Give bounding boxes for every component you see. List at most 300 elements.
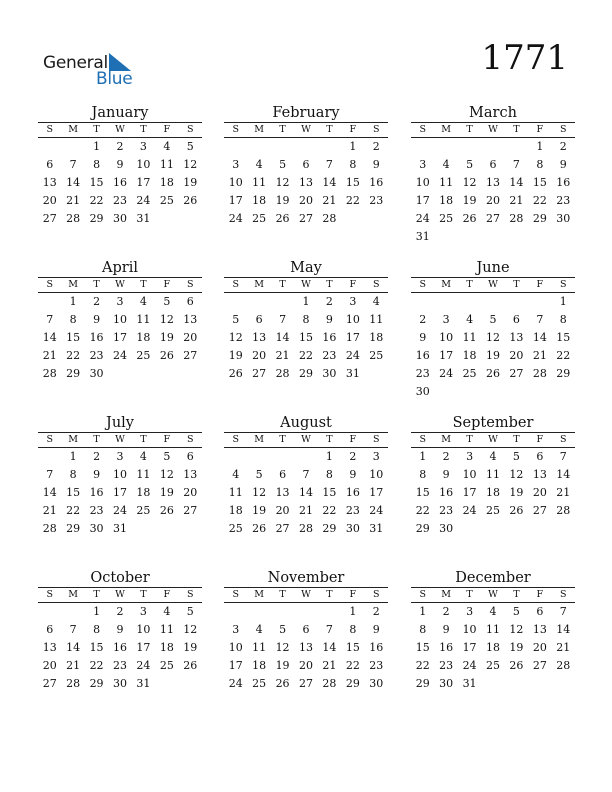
day-cell: 27 — [42, 677, 57, 691]
day-cell: 15 — [415, 641, 430, 655]
day-cell: 16 — [415, 349, 430, 363]
month-september — [411, 415, 575, 538]
weekday-label: S — [373, 589, 380, 600]
day-cell: 10 — [439, 331, 454, 345]
day-cell: 28 — [532, 367, 547, 381]
weekday-label: M — [254, 279, 264, 290]
empty-cell — [434, 293, 457, 311]
day-cell: 10 — [136, 623, 151, 637]
weekday-label: T — [513, 434, 520, 445]
day-cell: 13 — [532, 468, 547, 482]
day-cell: 27 — [42, 212, 57, 226]
day-cell: 29 — [322, 522, 337, 536]
weekday-label: T — [93, 279, 100, 290]
day-cell: 26 — [159, 349, 174, 363]
empty-cell — [505, 293, 528, 311]
day-cell: 9 — [349, 468, 357, 482]
weekday-label: T — [466, 124, 473, 135]
weekday-label: T — [513, 124, 520, 135]
day-cell: 29 — [66, 522, 81, 536]
day-cell: 13 — [298, 641, 313, 655]
logo — [43, 50, 153, 92]
day-cell: 6 — [186, 295, 194, 308]
day-cell: 4 — [255, 158, 263, 172]
weekday-label: S — [373, 434, 380, 445]
day-cell: 1 — [93, 140, 101, 153]
day-cell: 2 — [116, 605, 124, 618]
empty-cell — [247, 293, 270, 311]
day-cell: 14 — [275, 331, 290, 345]
day-cell: 6 — [302, 623, 310, 637]
day-cell: 6 — [186, 450, 194, 463]
day-cell: 6 — [279, 468, 287, 482]
day-cell: 5 — [186, 140, 194, 153]
day-cell: 26 — [485, 367, 500, 381]
day-cell: 25 — [136, 349, 151, 363]
day-cell: 4 — [163, 140, 171, 153]
day-cell: 30 — [345, 522, 360, 536]
day-cell: 26 — [275, 212, 290, 226]
day-cell: 24 — [228, 677, 243, 691]
empty-cell — [318, 138, 341, 156]
day-cell: 17 — [462, 486, 477, 500]
day-cell: 17 — [345, 331, 360, 345]
day-cell: 4 — [466, 313, 474, 327]
day-cell: 27 — [485, 212, 500, 226]
weekday-label: S — [46, 434, 53, 445]
day-cell: 10 — [228, 641, 243, 655]
day-cell: 6 — [302, 158, 310, 172]
empty-cell — [38, 293, 61, 311]
empty-cell — [247, 448, 270, 466]
weekday-label: W — [488, 589, 498, 600]
empty-cell — [271, 293, 294, 311]
day-cell: 11 — [159, 158, 174, 172]
day-cell: 29 — [66, 367, 81, 381]
empty-cell — [247, 138, 270, 156]
day-cell: 9 — [442, 623, 450, 637]
day-cell: 7 — [46, 468, 54, 482]
day-cell: 25 — [159, 194, 174, 208]
day-cell: 12 — [183, 158, 198, 172]
month-title: August — [280, 415, 332, 431]
weekday-label: S — [232, 279, 239, 290]
day-cell: 9 — [372, 623, 380, 637]
day-cell: 8 — [419, 468, 427, 482]
day-cell: 14 — [66, 176, 81, 190]
month-november — [224, 570, 388, 693]
day-cell: 25 — [252, 677, 267, 691]
day-cell: 23 — [369, 194, 384, 208]
month-july — [38, 415, 202, 538]
day-cell: 14 — [42, 486, 57, 500]
weekday-label: F — [349, 434, 357, 445]
empty-cell — [38, 138, 61, 156]
weekday-label: M — [441, 124, 451, 135]
day-cell: 28 — [66, 212, 81, 226]
day-cell: 6 — [255, 313, 263, 327]
day-cell: 23 — [369, 659, 384, 673]
day-cell: 16 — [112, 641, 127, 655]
day-cell: 20 — [183, 486, 198, 500]
day-cell: 12 — [252, 486, 267, 500]
day-cell: 29 — [89, 677, 104, 691]
day-cell: 3 — [116, 450, 124, 463]
day-cell: 7 — [69, 158, 77, 172]
day-cell: 11 — [462, 331, 477, 345]
day-cell: 1 — [349, 140, 357, 153]
day-cell: 28 — [42, 367, 57, 381]
day-cell: 19 — [509, 486, 524, 500]
day-cell: 2 — [349, 450, 357, 463]
day-cell: 22 — [415, 659, 430, 673]
day-cell: 17 — [462, 641, 477, 655]
weekday-label: F — [163, 589, 171, 600]
day-cell: 23 — [439, 504, 454, 518]
weekday-header — [224, 277, 388, 293]
day-cell: 30 — [112, 677, 127, 691]
day-cell: 26 — [252, 522, 267, 536]
day-cell: 4 — [163, 605, 171, 618]
day-cell: 10 — [136, 158, 151, 172]
weekday-label: W — [115, 589, 125, 600]
day-cell: 17 — [112, 486, 127, 500]
day-grid — [224, 138, 388, 228]
weekday-label: W — [115, 279, 125, 290]
day-cell: 26 — [183, 194, 198, 208]
day-cell: 11 — [485, 468, 500, 482]
day-cell: 25 — [159, 659, 174, 673]
weekday-label: T — [326, 589, 333, 600]
day-cell: 3 — [232, 158, 240, 172]
weekday-label: M — [441, 589, 451, 600]
day-cell: 6 — [536, 450, 544, 463]
day-cell: 7 — [559, 605, 567, 618]
day-cell: 5 — [466, 158, 474, 172]
weekday-label: T — [93, 124, 100, 135]
empty-cell — [271, 448, 294, 466]
day-cell: 30 — [112, 212, 127, 226]
month-title: March — [469, 105, 517, 121]
day-cell: 19 — [228, 349, 243, 363]
month-may — [224, 260, 388, 383]
day-cell: 8 — [419, 623, 427, 637]
day-cell: 11 — [439, 176, 454, 190]
weekday-label: W — [301, 434, 311, 445]
weekday-label: F — [349, 279, 357, 290]
day-cell: 17 — [228, 194, 243, 208]
day-cell: 10 — [112, 468, 127, 482]
day-cell: 1 — [419, 605, 427, 618]
day-cell: 13 — [509, 331, 524, 345]
day-cell: 1 — [302, 295, 310, 308]
weekday-label: M — [441, 279, 451, 290]
day-cell: 29 — [556, 367, 571, 381]
day-cell: 6 — [46, 158, 54, 172]
day-cell: 1 — [349, 605, 357, 618]
day-cell: 5 — [232, 313, 240, 327]
weekday-header — [224, 122, 388, 138]
day-cell: 4 — [372, 295, 380, 308]
day-cell: 3 — [419, 158, 427, 172]
day-cell: 25 — [485, 659, 500, 673]
weekday-header — [38, 587, 202, 603]
day-cell: 9 — [372, 158, 380, 172]
day-cell: 18 — [136, 486, 151, 500]
day-cell: 13 — [275, 486, 290, 500]
day-cell: 13 — [298, 176, 313, 190]
day-cell: 21 — [42, 504, 57, 518]
day-cell: 16 — [369, 641, 384, 655]
day-cell: 20 — [183, 331, 198, 345]
weekday-header — [411, 432, 575, 448]
day-cell: 16 — [89, 331, 104, 345]
day-cell: 7 — [302, 468, 310, 482]
day-cell: 30 — [322, 367, 337, 381]
day-cell: 15 — [556, 331, 571, 345]
day-cell: 19 — [275, 659, 290, 673]
empty-cell — [61, 138, 84, 156]
day-cell: 14 — [509, 176, 524, 190]
day-cell: 2 — [372, 605, 380, 618]
day-cell: 7 — [536, 313, 544, 327]
weekday-label: T — [326, 279, 333, 290]
day-grid — [38, 138, 202, 228]
year-title: 1771 — [481, 38, 568, 78]
day-cell: 3 — [139, 605, 147, 618]
day-cell: 14 — [322, 641, 337, 655]
day-cell: 2 — [93, 450, 101, 463]
day-cell: 20 — [298, 659, 313, 673]
day-cell: 22 — [556, 349, 571, 363]
day-cell: 30 — [89, 522, 104, 536]
day-cell: 23 — [556, 194, 571, 208]
weekday-label: S — [46, 589, 53, 600]
day-cell: 5 — [186, 605, 194, 618]
day-grid — [411, 293, 575, 402]
month-august — [224, 415, 388, 538]
day-cell: 4 — [489, 450, 497, 463]
weekday-label: W — [301, 589, 311, 600]
day-grid — [38, 603, 202, 693]
day-cell: 12 — [275, 176, 290, 190]
day-cell: 5 — [279, 158, 287, 172]
empty-cell — [61, 603, 84, 621]
day-cell: 2 — [442, 605, 450, 618]
weekday-label: S — [560, 434, 567, 445]
day-cell: 1 — [419, 450, 427, 463]
empty-cell — [528, 293, 551, 311]
day-cell: 2 — [116, 140, 124, 153]
day-cell: 23 — [112, 659, 127, 673]
day-cell: 14 — [322, 176, 337, 190]
day-cell: 2 — [419, 313, 427, 327]
day-cell: 29 — [345, 677, 360, 691]
weekday-label: M — [254, 434, 264, 445]
day-cell: 31 — [112, 522, 127, 536]
day-cell: 20 — [252, 349, 267, 363]
day-cell: 1 — [69, 450, 77, 463]
day-cell: 28 — [66, 677, 81, 691]
day-cell: 23 — [345, 504, 360, 518]
day-cell: 11 — [369, 313, 384, 327]
weekday-label: T — [279, 124, 286, 135]
day-cell: 3 — [232, 623, 240, 637]
day-cell: 15 — [66, 486, 81, 500]
day-cell: 25 — [485, 504, 500, 518]
weekday-label: S — [187, 589, 194, 600]
weekday-label: T — [140, 279, 147, 290]
day-cell: 13 — [183, 468, 198, 482]
weekday-label: M — [68, 124, 78, 135]
day-cell: 7 — [46, 313, 54, 327]
day-cell: 7 — [279, 313, 287, 327]
weekday-label: M — [254, 124, 264, 135]
day-cell: 3 — [372, 450, 380, 463]
day-cell: 25 — [369, 349, 384, 363]
day-cell: 28 — [322, 212, 337, 226]
weekday-label: S — [46, 124, 53, 135]
day-cell: 21 — [42, 349, 57, 363]
weekday-header — [411, 277, 575, 293]
day-cell: 18 — [485, 641, 500, 655]
weekday-label: F — [349, 124, 357, 135]
day-cell: 12 — [275, 641, 290, 655]
day-cell: 19 — [275, 194, 290, 208]
day-cell: 18 — [252, 194, 267, 208]
day-cell: 16 — [556, 176, 571, 190]
day-cell: 9 — [93, 313, 101, 327]
weekday-label: F — [536, 124, 544, 135]
weekday-label: W — [488, 124, 498, 135]
day-cell: 8 — [536, 158, 544, 172]
empty-cell — [224, 293, 247, 311]
weekday-header — [38, 432, 202, 448]
day-cell: 26 — [275, 677, 290, 691]
day-cell: 8 — [93, 623, 101, 637]
day-cell: 25 — [136, 504, 151, 518]
day-cell: 3 — [116, 295, 124, 308]
day-cell: 22 — [345, 659, 360, 673]
day-cell: 29 — [415, 522, 430, 536]
day-cell: 17 — [136, 641, 151, 655]
day-cell: 31 — [136, 677, 151, 691]
day-cell: 2 — [93, 295, 101, 308]
day-cell: 15 — [322, 486, 337, 500]
month-march — [411, 105, 575, 247]
day-cell: 12 — [159, 468, 174, 482]
month-title: February — [272, 105, 340, 121]
day-cell: 5 — [512, 450, 520, 463]
day-cell: 27 — [183, 349, 198, 363]
logo-general-text: General — [43, 53, 108, 73]
day-cell: 4 — [442, 158, 450, 172]
day-cell: 9 — [93, 468, 101, 482]
day-cell: 21 — [509, 194, 524, 208]
empty-cell — [294, 603, 317, 621]
month-title: November — [267, 570, 345, 586]
day-cell: 26 — [159, 504, 174, 518]
weekday-label: S — [419, 279, 426, 290]
day-cell: 13 — [42, 641, 57, 655]
day-cell: 15 — [532, 176, 547, 190]
day-cell: 20 — [42, 659, 57, 673]
day-cell: 6 — [512, 313, 520, 327]
day-cell: 12 — [509, 623, 524, 637]
empty-cell — [434, 138, 457, 156]
day-cell: 20 — [485, 194, 500, 208]
weekday-label: S — [232, 434, 239, 445]
day-cell: 29 — [415, 677, 430, 691]
weekday-label: W — [488, 434, 498, 445]
day-cell: 24 — [112, 504, 127, 518]
day-cell: 4 — [255, 623, 263, 637]
day-cell: 3 — [466, 450, 474, 463]
day-cell: 13 — [532, 623, 547, 637]
month-february — [224, 105, 388, 228]
day-cell: 27 — [509, 367, 524, 381]
day-cell: 18 — [159, 641, 174, 655]
day-cell: 25 — [252, 212, 267, 226]
day-cell: 29 — [89, 212, 104, 226]
weekday-label: M — [68, 279, 78, 290]
day-cell: 28 — [298, 522, 313, 536]
weekday-header — [38, 277, 202, 293]
day-cell: 19 — [252, 504, 267, 518]
day-cell: 20 — [275, 504, 290, 518]
day-cell: 24 — [415, 212, 430, 226]
weekday-label: T — [140, 589, 147, 600]
day-cell: 13 — [183, 313, 198, 327]
day-cell: 7 — [559, 450, 567, 463]
month-title: May — [290, 260, 322, 276]
day-cell: 1 — [536, 140, 544, 153]
day-cell: 27 — [275, 522, 290, 536]
day-cell: 28 — [322, 677, 337, 691]
day-cell: 16 — [439, 641, 454, 655]
empty-cell — [294, 448, 317, 466]
day-cell: 21 — [556, 486, 571, 500]
day-cell: 18 — [369, 331, 384, 345]
day-cell: 19 — [183, 641, 198, 655]
day-cell: 8 — [93, 158, 101, 172]
day-cell: 19 — [462, 194, 477, 208]
day-cell: 19 — [159, 331, 174, 345]
day-cell: 30 — [439, 522, 454, 536]
day-cell: 13 — [252, 331, 267, 345]
day-cell: 28 — [509, 212, 524, 226]
day-cell: 7 — [325, 623, 333, 637]
day-cell: 5 — [163, 295, 171, 308]
day-cell: 14 — [556, 468, 571, 482]
weekday-header — [224, 432, 388, 448]
day-cell: 17 — [136, 176, 151, 190]
weekday-label: W — [115, 124, 125, 135]
day-cell: 11 — [228, 486, 243, 500]
day-cell: 7 — [512, 158, 520, 172]
month-title: January — [91, 105, 149, 121]
weekday-header — [38, 122, 202, 138]
day-cell: 10 — [345, 313, 360, 327]
day-cell: 16 — [439, 486, 454, 500]
day-cell: 11 — [159, 623, 174, 637]
month-title: June — [476, 260, 510, 276]
day-cell: 8 — [302, 313, 310, 327]
day-cell: 28 — [42, 522, 57, 536]
weekday-label: S — [232, 124, 239, 135]
day-cell: 27 — [532, 659, 547, 673]
day-cell: 22 — [66, 504, 81, 518]
